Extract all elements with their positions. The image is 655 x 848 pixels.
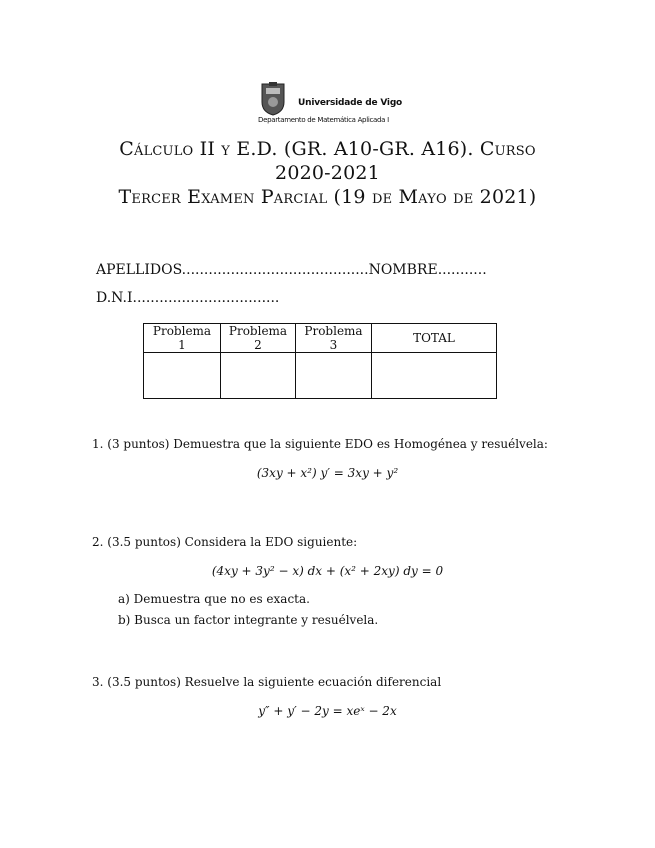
grades-header-problema-2: Problema 2 [221,324,296,353]
problem-2-statement: 2. (3.5 puntos) Considera la EDO siguiente: [92,535,358,549]
department-name: Departamento de Matemática Aplicada I [258,116,389,124]
dni-field: D.N.I................................. [96,290,280,306]
grade-cell-total [372,353,497,399]
problem-3-statement: 3. (3.5 puntos) Resuelve la siguiente ecuación diferencial [92,675,442,689]
exam-title-line-3: Tercer Examen Parcial (19 de Mayo de 2021) [118,186,537,208]
grades-header-problema-1: Problema 1 [144,324,221,353]
apellidos-nombre-field: APELLIDOS..........................................NOMBRE........... [96,262,487,278]
university-crest-icon [260,82,286,116]
problem-1-equation: (3xy + x²) y′ = 3xy + y² [256,466,399,480]
exam-title-line-1: Cálculo II y E.D. (GR. A10-GR. A16). Curso [119,138,536,160]
grade-cell-problema-1 [144,353,221,399]
problem-3-equation: y″ + y′ − 2y = xeˣ − 2x [258,704,397,718]
problem-1-statement: 1. (3 puntos) Demuestra que la siguiente EDO es Homogénea y resuélvela: [92,437,548,451]
problem-2-part-a: a) Demuestra que no es exacta. [118,592,310,606]
grade-cell-problema-3 [296,353,372,399]
grade-cell-problema-2 [221,353,296,399]
exam-title-line-2: 2020-2021 [275,162,380,184]
grades-header-problema-3: Problema 3 [296,324,372,353]
problem-2-equation: (4xy + 3y² − x) dx + (x² + 2xy) dy = 0 [211,564,444,578]
problem-2-part-b: b) Busca un factor integrante y resuélvela. [118,613,379,627]
grades-table [143,323,497,399]
grades-header-total: TOTAL [372,324,497,353]
university-name: Universidade de Vigo [298,98,403,108]
